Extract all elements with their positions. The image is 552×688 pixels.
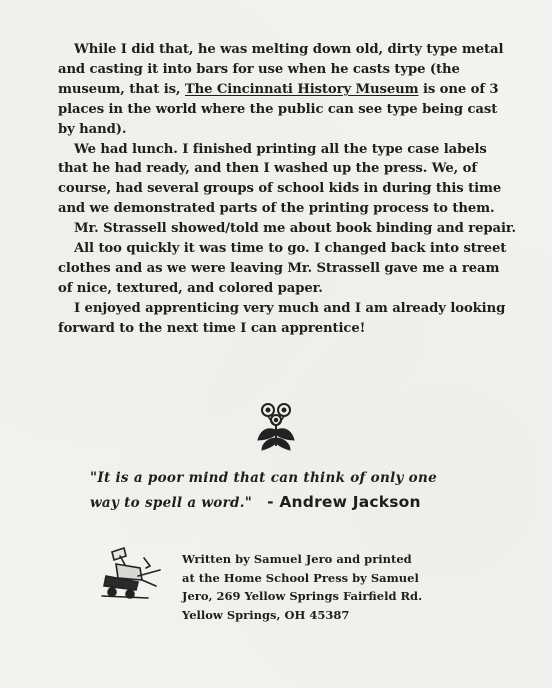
colophon-line-2: at the Home School Press by Samuel — [182, 570, 419, 585]
paragraph-leaving: All too quickly it was time to go. I changed back into street clothes and as we were leaving Mr. Strassell gave me a ream of nice, textured, and colored paper. — [58, 241, 507, 296]
quote-line-2-text: way to spell a word." — [90, 495, 253, 511]
paragraph-lunch: We had lunch. I finished printing all the type case labels that he had ready, and then I washed up the press. We, of course, had several groups of school kids in during this time and we demonstrated parts of the printing process to them. — [58, 141, 502, 217]
museum-name: The Cincinnati History Museum — [184, 81, 419, 97]
paragraph-casting-end: is one of 3 places in the world where the public can see type being cast by hand). — [58, 81, 499, 137]
paragraph-binding: Mr. Strassell showed/told me about book binding and repair. — [74, 221, 517, 237]
floral-ornament-icon — [252, 400, 300, 452]
article-body — [58, 40, 518, 339]
quote-line-1: "It is a poor mind that can think of only one — [90, 470, 437, 486]
paragraph-closing: I enjoyed apprenticing very much and I am already looking forward to the next time I can apprentice! — [58, 300, 506, 336]
colophon-line-3: Jero, 269 Yellow Springs Fairfield Rd. — [182, 589, 423, 604]
paragraph-casting — [58, 40, 518, 140]
paragraph-casting-start: While I did that, he was melting down old, dirty type metal and casting it into bars for use when he casts type (the museum, that is, — [58, 42, 504, 97]
colophon-line-4: Yellow Springs, OH 45387 — [182, 607, 350, 622]
quote-author: - Andrew Jackson — [267, 493, 421, 511]
colophon — [182, 550, 482, 624]
printing-press-icon — [98, 546, 170, 600]
quotation — [90, 466, 470, 515]
quote-line-2 — [90, 490, 470, 515]
colophon-line-1: Written by Samuel Jero and printed — [182, 552, 412, 566]
